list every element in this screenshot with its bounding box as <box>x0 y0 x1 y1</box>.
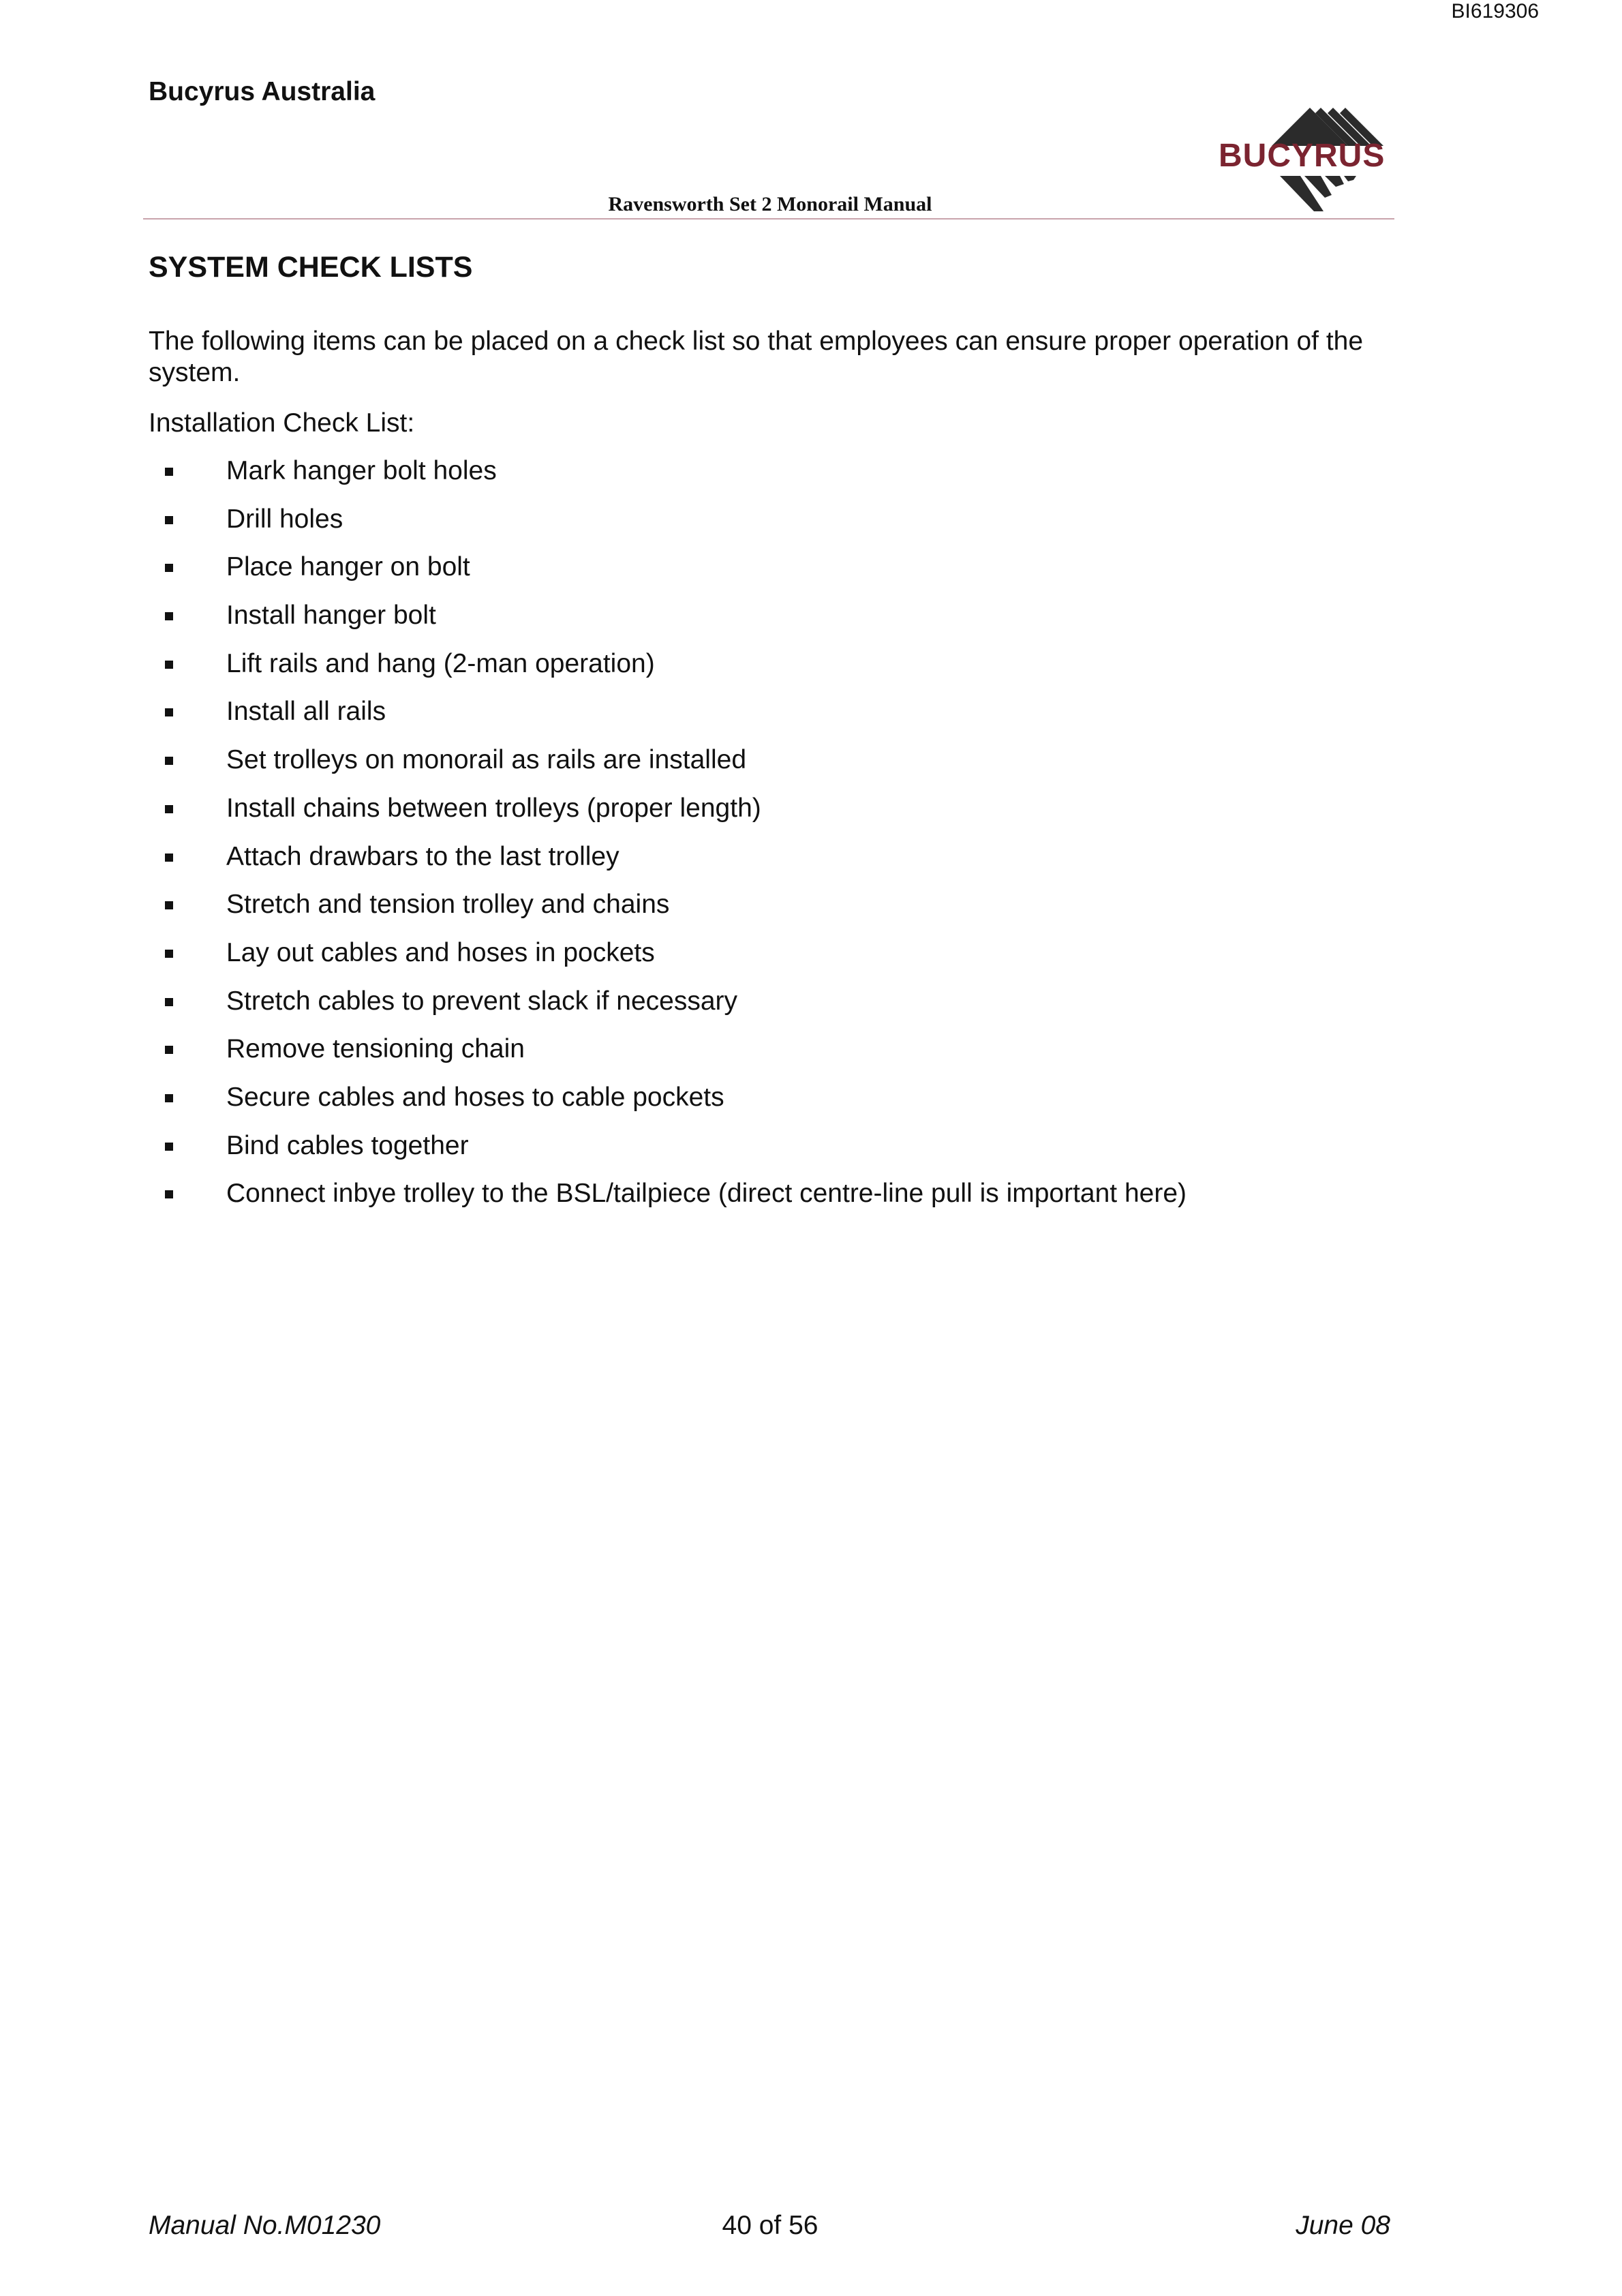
manual-title: Ravensworth Set 2 Monorail Manual <box>608 193 932 215</box>
list-item-text: Place hanger on bolt <box>226 552 470 582</box>
list-item-text: Bind cables together <box>226 1130 469 1160</box>
square-bullet-icon <box>165 564 173 572</box>
square-bullet-icon <box>165 901 173 909</box>
list-item <box>149 600 1187 648</box>
square-bullet-icon <box>165 757 173 765</box>
document-id: BI619306 <box>1451 0 1539 22</box>
list-item <box>149 937 1187 986</box>
square-bullet-icon <box>165 708 173 716</box>
list-item <box>149 841 1187 890</box>
square-bullet-icon <box>165 950 173 958</box>
logo-wordmark: BUCYRUS <box>1219 138 1386 174</box>
list-item <box>149 455 1187 504</box>
square-bullet-icon <box>165 661 173 669</box>
square-bullet-icon <box>165 854 173 862</box>
square-bullet-icon <box>165 468 173 476</box>
list-item <box>149 696 1187 744</box>
header-divider <box>143 218 1394 220</box>
square-bullet-icon <box>165 998 173 1006</box>
list-item-text: Stretch and tension trolley and chains <box>226 890 670 920</box>
list-item-text: Stretch cables to prevent slack if necessary <box>226 986 738 1016</box>
list-item-text: Drill holes <box>226 504 343 534</box>
list-item-text: Install all rails <box>226 697 386 727</box>
list-item <box>149 1033 1187 1082</box>
list-item <box>149 986 1187 1034</box>
list-item <box>149 744 1187 793</box>
list-item-text: Attach drawbars to the last trolley <box>226 841 619 871</box>
list-item-text: Install hanger bolt <box>226 601 436 631</box>
installation-checklist <box>149 455 1187 1226</box>
list-item <box>149 1082 1187 1130</box>
footer-page-number: 40 of 56 <box>722 2211 818 2240</box>
list-item <box>149 793 1187 841</box>
list-item <box>149 1130 1187 1179</box>
square-bullet-icon <box>165 1094 173 1102</box>
square-bullet-icon <box>165 612 173 620</box>
list-item-text: Lift rails and hang (2-man operation) <box>226 648 655 678</box>
list-item-text: Lay out cables and hoses in pockets <box>226 937 655 967</box>
list-item <box>149 889 1187 937</box>
list-item <box>149 552 1187 600</box>
list-item-text: Remove tensioning chain <box>226 1034 525 1064</box>
list-item <box>149 504 1187 552</box>
footer-date: June 08 <box>1296 2211 1390 2240</box>
list-item <box>149 1178 1187 1226</box>
checklist-label: Installation Check List: <box>149 408 415 438</box>
footer-manual-number: Manual No.M01230 <box>149 2211 381 2240</box>
list-item-text: Secure cables and hoses to cable pockets <box>226 1082 724 1112</box>
square-bullet-icon <box>165 1190 173 1198</box>
list-item-text: Mark hanger bolt holes <box>226 456 497 485</box>
square-bullet-icon <box>165 805 173 813</box>
list-item <box>149 648 1187 697</box>
intro-paragraph: The following items can be placed on a check list so that employees can ensure proper operation of the system. <box>149 327 1364 387</box>
company-name: Bucyrus Australia <box>149 77 376 106</box>
list-item-text: Set trolleys on monorail as rails are installed <box>226 745 747 775</box>
square-bullet-icon <box>165 516 173 524</box>
list-item-text: Install chains between trolleys (proper length) <box>226 793 761 823</box>
square-bullet-icon <box>165 1143 173 1151</box>
list-item-text: Connect inbye trolley to the BSL/tailpiece (direct centre-line pull is important here) <box>226 1179 1187 1209</box>
square-bullet-icon <box>165 1046 173 1054</box>
section-heading: SYSTEM CHECK LISTS <box>149 251 473 284</box>
